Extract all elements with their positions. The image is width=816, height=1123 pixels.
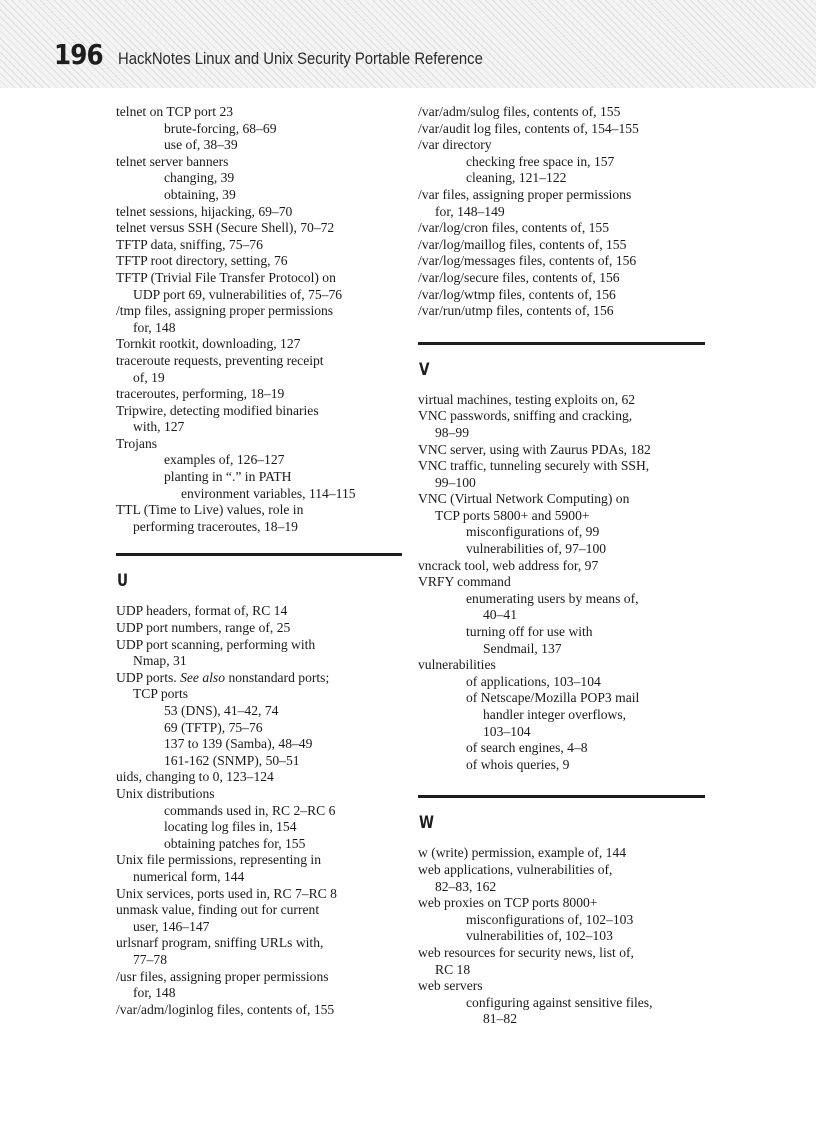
index-entry-continuation: of, 19	[133, 369, 165, 385]
index-entry: /tmp files, assigning proper permissions	[116, 303, 334, 319]
index-entry: /var/log/cron files, contents of, 155	[418, 220, 610, 236]
index-entry: virtual machines, testing exploits on, 62	[418, 391, 636, 407]
index-entry-continuation: for, 148–149	[435, 203, 505, 219]
index-subentry: configuring against sensitive files,	[466, 994, 653, 1010]
index-entry: traceroutes, performing, 18–19	[116, 386, 285, 402]
index-entry: traceroute requests, preventing receipt	[116, 352, 324, 368]
index-entry: VNC (Virtual Network Computing) on	[418, 491, 630, 507]
section-letter: U	[117, 571, 129, 592]
index-subentry: brute-forcing, 68–69	[164, 120, 277, 136]
section-rule	[116, 553, 402, 556]
index-entry: TFTP root directory, setting, 76	[116, 253, 288, 269]
index-entry: /var files, assigning proper permissions	[418, 186, 632, 202]
index-subentry: cleaning, 121–122	[466, 170, 567, 186]
index-entry: web applications, vulnerabilities of,	[418, 861, 613, 877]
index-entry: telnet versus SSH (Secure Shell), 70–72	[116, 220, 335, 236]
index-entry: unmask value, finding out for current	[116, 902, 320, 918]
index-entry-continuation: UDP port 69, vulnerabilities of, 75–76	[133, 286, 343, 302]
running-title: HackNotes Linux and Unix Security Portable Reference	[118, 50, 483, 68]
index-entry: TFTP (Trivial File Transfer Protocol) on	[116, 269, 336, 285]
index-entry: Tornkit rootkit, downloading, 127	[116, 336, 301, 352]
index-subentry: of search engines, 4–8	[466, 740, 588, 756]
index-subentry-continuation: 40–41	[483, 607, 517, 623]
index-entry: /var/log/maillog files, contents of, 155	[418, 236, 627, 252]
index-subentry: locating log files in, 154	[164, 819, 297, 835]
index-subentry: checking free space in, 157	[466, 153, 615, 169]
index-entry: UDP port numbers, range of, 25	[116, 620, 291, 636]
index-subentry: 161-162 (SNMP), 50–51	[164, 752, 300, 768]
index-entry: Unix services, ports used in, RC 7–RC 8	[116, 885, 337, 901]
index-subentry: misconfigurations of, 102–103	[466, 911, 634, 927]
index-subentry-continuation: 81–82	[483, 1011, 517, 1027]
index-subentry: vulnerabilities of, 102–103	[466, 928, 613, 944]
section-letter: W	[419, 813, 435, 834]
index-subentry: of whois queries, 9	[466, 756, 570, 772]
index-subentry: 69 (TFTP), 75–76	[164, 719, 263, 735]
index-entry: /var/log/secure files, contents of, 156	[418, 269, 620, 285]
section-rule	[418, 342, 705, 345]
index-subentry: obtaining, 39	[164, 186, 236, 202]
index-entry: w (write) permission, example of, 144	[418, 845, 627, 861]
index-entry: /var/adm/sulog files, contents of, 155	[418, 104, 621, 119]
index-entry: /var/adm/loginlog files, contents of, 155	[116, 1001, 335, 1017]
index-entry-continuation: 99–100	[435, 474, 476, 490]
index-subentry: of applications, 103–104	[466, 673, 601, 689]
index-entry-continuation: RC 18	[435, 961, 471, 977]
index-subentry: of Netscape/Mozilla POP3 mail	[466, 690, 640, 706]
index-entry: telnet server banners	[116, 153, 229, 169]
index-entry: /var directory	[418, 137, 492, 153]
index-entry: /var/run/utmp files, contents of, 156	[418, 303, 614, 319]
index-subentry: misconfigurations of, 99	[466, 524, 600, 540]
section-rule	[418, 795, 705, 798]
index-entry: TTL (Time to Live) values, role in	[116, 502, 304, 518]
index-entry: /var/log/messages files, contents of, 156	[418, 253, 637, 269]
index-entry: UDP headers, format of, RC 14	[116, 603, 288, 619]
index-subentry: vulnerabilities of, 97–100	[466, 541, 607, 557]
index-column-right	[418, 104, 710, 1028]
index-entry: Tripwire, detecting modified binaries	[116, 402, 319, 418]
section-header-u	[116, 553, 406, 603]
index-entry: UDP port scanning, performing with	[116, 636, 316, 652]
index-subentry: turning off for use with	[466, 624, 593, 640]
index-entry: web resources for security news, list of,	[418, 944, 634, 960]
index-subentry: commands used in, RC 2–RC 6	[164, 802, 336, 818]
index-entry: urlsnarf program, sniffing URLs with,	[116, 935, 324, 951]
index-entry: Unix distributions	[116, 785, 215, 801]
index-subentry-continuation: environment variables, 114–115	[181, 485, 356, 501]
index-entry-continuation: TCP ports	[133, 686, 189, 702]
section-header-v	[418, 342, 710, 392]
index-entry-continuation: for, 148	[133, 319, 176, 335]
index-entry-continuation: for, 148	[133, 985, 176, 1001]
index-entry-continuation: performing traceroutes, 18–19	[133, 518, 298, 534]
index-column-left	[116, 104, 406, 1018]
index-subentry: use of, 38–39	[164, 137, 238, 153]
index-entry-continuation: 82–83, 162	[435, 878, 497, 894]
index-entry: telnet on TCP port 23	[116, 104, 234, 119]
index-entry: VRFY command	[418, 574, 511, 590]
index-entry: Unix file permissions, representing in	[116, 852, 322, 868]
index-subentry-continuation: Sendmail, 137	[483, 640, 562, 656]
index-entry: Trojans	[116, 435, 158, 451]
index-subentry: 53 (DNS), 41–42, 74	[164, 703, 279, 718]
see-also-reference: See also	[180, 669, 226, 685]
index-subentry-continuation: handler integer overflows,	[483, 707, 627, 722]
index-entry: web servers	[418, 978, 483, 994]
index-entry: VNC traffic, tunneling securely with SSH,	[418, 458, 650, 474]
index-entry: /var/log/wtmp files, contents of, 156	[418, 286, 616, 302]
section-letter: V	[419, 359, 430, 380]
index-entry-continuation: with, 127	[133, 419, 185, 435]
section-header-w	[418, 795, 710, 845]
index-subentry: changing, 39	[164, 170, 235, 186]
index-entry-continuation: TCP ports 5800+ and 5900+	[435, 507, 590, 523]
index-entry: vncrack tool, web address for, 97	[418, 557, 599, 573]
entry-text: UDP ports.	[116, 669, 177, 685]
index-entry: /usr files, assigning proper permissions	[116, 968, 329, 984]
index-subentry: obtaining patches for, 155	[164, 835, 306, 851]
index-entry: telnet sessions, hijacking, 69–70	[116, 203, 293, 219]
index-subentry: 137 to 139 (Samba), 48–49	[164, 736, 313, 752]
running-header	[0, 0, 816, 88]
index-entry-continuation: 98–99	[435, 424, 469, 440]
index-entry: VNC passwords, sniffing and cracking,	[418, 408, 633, 424]
index-entry: web proxies on TCP ports 8000+	[418, 895, 598, 911]
index-subentry: enumerating users by means of,	[466, 590, 639, 606]
index-entry: uids, changing to 0, 123–124	[116, 769, 274, 785]
index-entry: TFTP data, sniffing, 75–76	[116, 236, 263, 252]
index-entry: /var/audit log files, contents of, 154–155	[418, 120, 639, 136]
index-entry-continuation: Nmap, 31	[133, 653, 187, 669]
index-entry-continuation: numerical form, 144	[133, 868, 245, 884]
index-entry-continuation: 77–78	[133, 951, 167, 967]
entry-text: nonstandard ports;	[228, 669, 330, 685]
index-entry: vulnerabilities	[418, 657, 496, 673]
index-subentry-continuation: 103–104	[483, 723, 531, 739]
index-entry: VNC server, using with Zaurus PDAs, 182	[418, 441, 651, 457]
index-entry-continuation: user, 146–147	[133, 918, 210, 934]
index-entry	[116, 670, 406, 687]
index-subentry: examples of, 126–127	[164, 452, 285, 468]
page-number: 196	[54, 38, 103, 71]
index-subentry: planting in “.” in PATH	[164, 469, 292, 485]
